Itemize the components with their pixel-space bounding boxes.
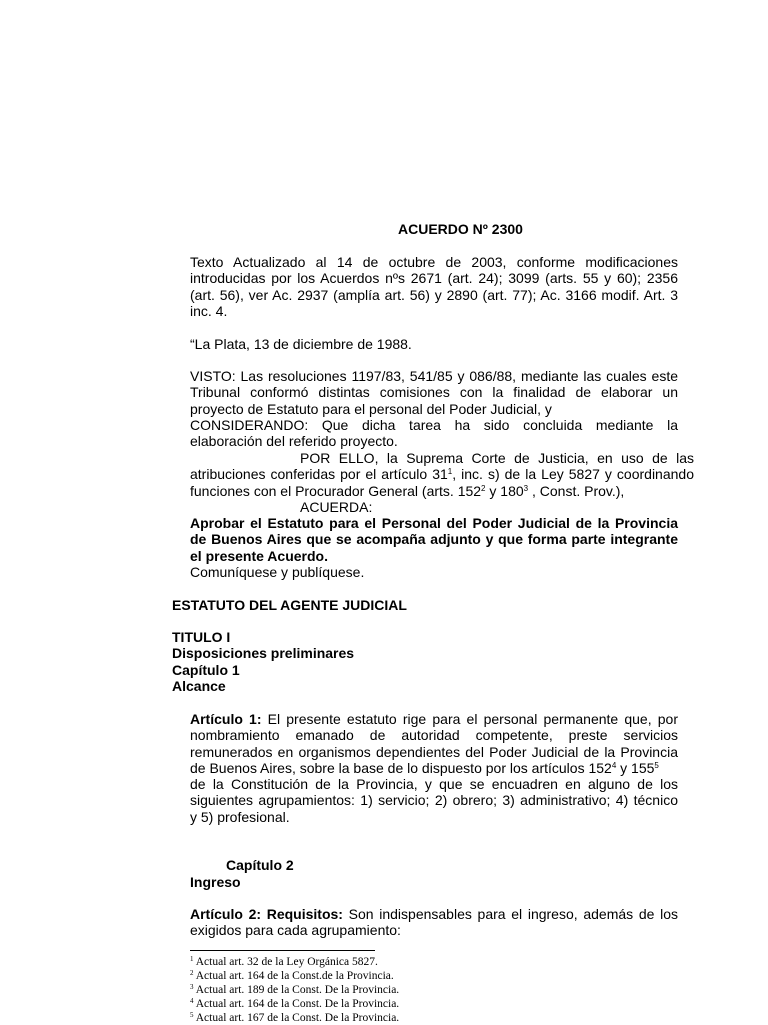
- resolution-line: Aprobar el Estatuto para el Personal del Poder Judicial de la Provincia: [190, 515, 678, 531]
- visto-line: Tribunal conformó distintas comisiones con la finalidad de elaborar un: [190, 384, 678, 401]
- funciones-text: y 180: [485, 482, 524, 499]
- document-title: ACUERDO Nº 2300: [398, 221, 523, 237]
- articulo-1-line: de la Constitución de la Provincia, y que se encuadren en alguno de los: [190, 776, 678, 793]
- visto-line: elaboración del referido proyecto.: [190, 433, 398, 450]
- visto-line: proyecto de Estatuto para el personal del Poder Judicial, y: [190, 400, 552, 417]
- visto-line: CONSIDERANDO: Que dicha tarea ha sido concluida mediante la: [190, 416, 678, 433]
- footnote-separator: [190, 950, 375, 951]
- articulo-1-line: nombramiento emanado de autoridad competente, preste servicios: [190, 727, 678, 744]
- articulo-1-line: y 5) profesional.: [190, 808, 290, 825]
- footnote: [190, 969, 399, 983]
- articulo-1-label: Artículo 1:: [190, 711, 262, 727]
- footnote-ref: 5: [654, 760, 659, 770]
- resolution-paragraph: [190, 515, 678, 564]
- articulo-2-text: Son indispensables para el ingreso, además de los: [342, 906, 678, 922]
- alcance-label: Alcance: [172, 677, 226, 694]
- articulo-1-text: El presente estatuto rige para el personal permanente que, por: [261, 711, 678, 727]
- footnote-mark: 4: [190, 997, 194, 1005]
- articulo-2-line: [190, 906, 678, 922]
- ingreso-label: Ingreso: [190, 874, 241, 890]
- por-ello-paragraph: [190, 450, 694, 515]
- footnote: [190, 997, 399, 1011]
- capitulo-2-label: Capítulo 2: [226, 857, 294, 873]
- articulo-1-text: y 155: [616, 759, 655, 776]
- footnote-ref: 3: [523, 483, 529, 493]
- footnote: [190, 955, 399, 969]
- footnote-text: Actual art. 164 de la Const.de la Provincia.: [195, 970, 394, 982]
- estatuto-title: ESTATUTO DEL AGENTE JUDICIAL: [172, 597, 407, 613]
- atribuciones-text: , inc. s) de la Ley 5827 y coordinando: [452, 466, 694, 483]
- intro-line: inc. 4.: [190, 302, 228, 319]
- footnote-mark: 5: [190, 1011, 194, 1019]
- articulo-2: [190, 906, 678, 939]
- footnote-mark: 1: [190, 955, 194, 963]
- intro-line: Texto Actualizado al 14 de octubre de 2003, conforme modificaciones: [190, 254, 678, 270]
- titulo-label: TITULO I: [172, 629, 231, 645]
- footnote-ref: 4: [611, 760, 617, 770]
- atribuciones-text: atribuciones conferidas por el artículo 31: [190, 466, 448, 483]
- capitulo-1-label: Capítulo 1: [172, 661, 240, 678]
- funciones-line: [190, 483, 694, 499]
- acuerda-label: ACUERDA:: [300, 498, 373, 515]
- footnote: [190, 983, 399, 997]
- intro-paragraph: [190, 254, 678, 319]
- footnote-mark: 2: [190, 969, 194, 977]
- articulo-1-line: [190, 760, 678, 776]
- footnote-mark: 3: [190, 983, 194, 991]
- intro-line: introducidas por los Acuerdos nºs 2671 (art. 24); 3099 (arts. 55 y 60); 2356: [190, 270, 678, 287]
- footnote-text: Actual art. 189 de la Const. De la Provincia.: [195, 984, 400, 996]
- visto-paragraph: [190, 368, 678, 449]
- articulo-1-line: [190, 711, 678, 727]
- resolution-line: el presente Acuerdo.: [190, 547, 328, 564]
- articulo-2-line: exigidos para cada agrupamiento:: [190, 922, 401, 939]
- footnote-text: Actual art. 164 de la Const. De la Provincia.: [195, 998, 400, 1010]
- visto-line: VISTO: Las resoluciones 1197/83, 541/85 y 086/88, mediante las cuales este: [190, 368, 678, 384]
- funciones-text: , Const. Prov.),: [528, 482, 625, 499]
- articulo-1-text: de Buenos Aires, sobre la base de lo dispuesto por los artículos 152: [190, 759, 612, 776]
- articulo-1-line: siguientes agrupamientos: 1) servicio; 2) obrero; 3) administrativo; 4) técnico: [190, 792, 678, 809]
- articulo-2-label: Artículo 2: Requisitos:: [190, 906, 343, 922]
- intro-line: (art. 56), ver Ac. 2937 (amplía art. 56) y 2890 (art. 77); Ac. 3166 modif. Art. 3: [190, 286, 678, 303]
- footnote-text: Actual art. 167 de la Const. De la Provincia.: [195, 1012, 400, 1024]
- footnote-ref: 1: [447, 467, 453, 477]
- por-ello-line: POR ELLO, la Suprema Corte de Justicia, en uso de las: [300, 450, 694, 466]
- footnote-ref: 2: [481, 483, 486, 493]
- articulo-1-line: remunerados en organismos dependientes del Poder Judicial de la Provincia: [190, 743, 678, 760]
- footnote: [190, 1011, 399, 1025]
- titulo-heading: [172, 629, 354, 694]
- funciones-text: funciones con el Procurador General (arts. 152: [190, 482, 482, 499]
- disposiciones-label: Disposiciones preliminares: [172, 645, 355, 662]
- atribuciones-line: [190, 466, 694, 482]
- date-line: “La Plata, 13 de diciembre de 1988.: [190, 336, 412, 352]
- footnote-text: Actual art. 32 de la Ley Orgánica 5827.: [195, 956, 378, 968]
- footnotes: [190, 955, 399, 1025]
- comuniquese-line: Comuníquese y publíquese.: [190, 564, 365, 580]
- resolution-line: de Buenos Aires que se acompaña adjunto y que forma parte integrante: [190, 531, 678, 548]
- articulo-1: [190, 711, 678, 825]
